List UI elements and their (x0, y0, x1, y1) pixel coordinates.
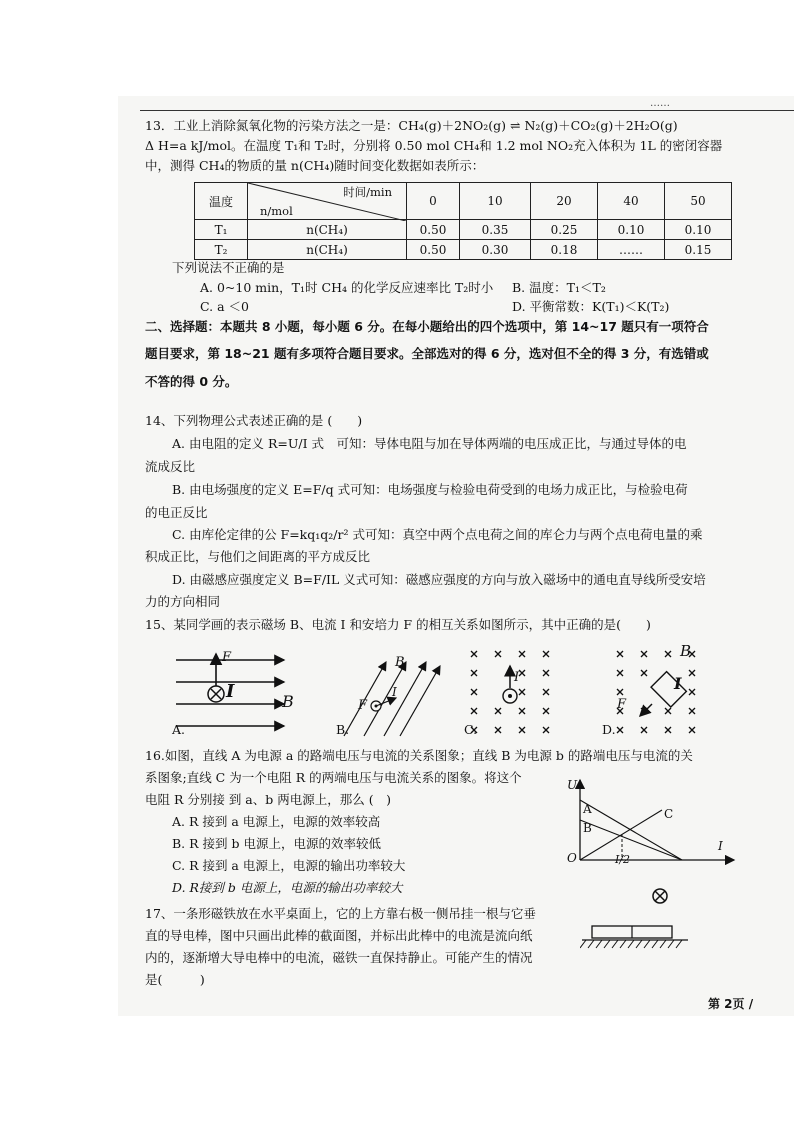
header-corner-text: …… (650, 98, 670, 109)
q14-d-line1: D. 由磁感应强度定义 B=F/IL 义式可知：磁感应强度的方向与放入磁场中的通电直导线所受安培 (172, 572, 706, 587)
q14-b-line2: 的电正反比 (145, 505, 208, 520)
q15-figure-c (464, 642, 574, 738)
field-into-page-mark (689, 727, 695, 733)
field-into-page-mark (665, 708, 671, 714)
field-into-page-mark (519, 670, 525, 676)
row-label: n(CH₄) (248, 220, 407, 240)
q14-stem: 14、下列物理公式表述正确的是 ( ) (145, 413, 363, 428)
fig-b-label-i: I (392, 685, 397, 699)
q15-stem: 15、某同学画的表示磁场 B、电流 I 和安培力 F 的相互关系如图所示，其中正确的是( ) (145, 617, 651, 632)
q16-option-c: C. R 接到 a 电源上，电源的输出功率较大 (172, 858, 406, 873)
fig-c-label-i: I (514, 670, 520, 685)
q13-prompt: 下列说法不正确的是 (172, 260, 285, 275)
field-into-page-mark (543, 670, 549, 676)
table-row (195, 240, 732, 260)
q13-line1: 13．工业上消除氮氧化物的污染方法之一是：CH₄(g)＋2NO₂(g) ⇌ N₂(g)＋CO₂(g)＋2H₂O(g) (145, 118, 678, 133)
row-value: 0.25 (531, 220, 598, 240)
fig-d-label-i: I (674, 674, 682, 693)
fig-d-label-f: F (617, 697, 627, 712)
field-into-page-mark (665, 727, 671, 733)
q14-c-line1: C. 由库伦定律的公 F=kq₁q₂/r² 式可知：真空中两个点电荷之间的库仑力与两个点电荷电量的乘 (172, 527, 703, 542)
field-into-page-mark (689, 670, 695, 676)
field-into-page-mark (495, 651, 501, 657)
graph-half-i-label: I/2 (615, 853, 631, 866)
q16-option-a: A. R 接到 a 电源上，电源的效率较高 (172, 814, 381, 829)
fig-b-caption: B. (336, 722, 350, 737)
fig-d-label-b: B (680, 642, 692, 660)
row-value: 0.18 (531, 240, 598, 260)
row-value: 0.35 (460, 220, 531, 240)
row-temp: T₁ (195, 220, 248, 240)
field-into-page-mark (543, 708, 549, 714)
time-header: 40 (598, 183, 665, 220)
table-header-diagonal (248, 183, 407, 220)
table-row (195, 220, 732, 240)
row-value: 0.10 (598, 220, 665, 240)
row-label: n(CH₄) (248, 240, 407, 260)
fig-a-label-i: I (226, 681, 235, 702)
field-into-page-mark (519, 708, 525, 714)
fig-a-label-b: B (282, 692, 294, 711)
field-into-page-mark (543, 689, 549, 695)
q14-c-line2: 积成正比，与他们之间距离的平方成反比 (145, 549, 371, 564)
fig-b-label-b: B (395, 655, 405, 670)
q14-b-line1: B. 由电场强度的定义 E=F/q 式可知：电场强度与检验电荷受到的电场力成正比，与检验电荷 (172, 482, 688, 497)
field-into-page-mark (495, 727, 501, 733)
q15-figure-b (336, 642, 446, 738)
fig-a-caption: A. (172, 722, 186, 737)
field-into-page-mark (617, 727, 623, 733)
time-header: 10 (460, 183, 531, 220)
q13-line2: Δ H=a kJ/mol。在温度 T₁和 T₂时，分别将 0.50 mol CH₄和 1.2 mol NO₂充入体积为 1L 的密闭容器 (145, 138, 723, 153)
time-header: 20 (531, 183, 598, 220)
header-rule (140, 110, 794, 111)
q13-option-d: D. 平衡常数：K(T₁)＜K(T₂) (512, 299, 670, 314)
q15-figure-d (610, 642, 720, 738)
graph-line-c-label: C (664, 807, 674, 821)
q16-option-b: B. R 接到 b 电源上，电源的效率较低 (172, 836, 381, 851)
time-header: 50 (665, 183, 732, 220)
field-into-page-mark (471, 708, 477, 714)
q16-line2: 系图象;直线 C 为一个电阻 R 的两端电压与电流关系的图象。将这个 (145, 770, 522, 785)
field-into-page-mark (665, 651, 671, 657)
field-into-page-mark (617, 651, 623, 657)
field-into-page-mark (689, 689, 695, 695)
field-into-page-mark (641, 727, 647, 733)
field-into-page-mark (641, 708, 647, 714)
fig-c-caption: C. (464, 722, 478, 737)
section2-line2: 题目要求，第 18~21 题有多项符合题目要求。全部选对的得 6 分，选对但不全的得 3 分，有选错或 (145, 346, 709, 361)
fig-d-caption: D. (602, 722, 616, 737)
q16-line1: 16.如图，直线 A 为电源 a 的路端电压与电流的关系图象；直线 B 为电源 b 的路端电压与电流的关 (145, 748, 693, 763)
graph-origin-label: O (567, 851, 577, 865)
row-value: 0.50 (407, 220, 460, 240)
graph-u-label: U (567, 778, 578, 792)
diag-top-label: 时间/min (343, 185, 392, 199)
field-into-page-mark (519, 689, 525, 695)
row-value: 0.15 (665, 240, 732, 260)
table-header-temp: 温度 (195, 183, 248, 220)
field-into-page-mark (471, 651, 477, 657)
q13-option-b: B. 温度：T₁＜T₂ (512, 280, 606, 295)
field-into-page-mark (617, 689, 623, 695)
q17-line4: 是( ) (145, 972, 205, 987)
field-into-page-mark (519, 727, 525, 733)
field-into-page-mark (641, 670, 647, 676)
q13-option-a: A. 0~10 min，T₁时 CH₄ 的化学反应速率比 T₂时小 (200, 280, 494, 295)
q13-option-c: C. a ＜0 (200, 299, 249, 314)
row-value: 0.50 (407, 240, 460, 260)
field-into-page-mark (689, 708, 695, 714)
field-into-page-mark (543, 727, 549, 733)
table-header-row (195, 183, 732, 220)
q13-line3: 中，测得 CH₄的物质的量 n(CH₄)随时间变化数据如表所示： (145, 158, 485, 173)
q16-line3: 电阻 R 分别接 到 a、b 两电源上，那么 ( ) (145, 792, 391, 807)
q17-magnet-figure (580, 880, 690, 952)
section2-line1: 二、选择题：本题共 8 小题，每小题 6 分。在每小题给出的四个选项中，第 14~17 题只有一项符合 (145, 319, 709, 334)
field-into-page-mark (471, 670, 477, 676)
row-value: 0.30 (460, 240, 531, 260)
q14-a-line1: A. 由电阻的定义 R=U/I 式 可知：导体电阻与加在导体两端的电压成正比，与通过导体的电 (172, 436, 687, 451)
q17-line2: 直的导电棒，图中只画出此棒的截面图，并标出此棒中的电流是流向纸 (145, 928, 533, 943)
row-value: …… (598, 240, 665, 260)
field-into-page-mark (519, 651, 525, 657)
section2-line3: 不答的得 0 分。 (145, 374, 238, 389)
field-into-page-mark (471, 689, 477, 695)
graph-line-a-label: A (583, 802, 592, 816)
time-header: 0 (407, 183, 460, 220)
fig-a-label-f: F (222, 650, 232, 665)
q14-d-line2: 力的方向相同 (145, 594, 221, 609)
row-temp: T₂ (195, 240, 248, 260)
q13-data-table (194, 182, 732, 260)
diag-bottom-label: n/mol (260, 204, 293, 218)
field-into-page-mark (617, 670, 623, 676)
q17-line1: 17、一条形磁铁放在水平桌面上，它的上方靠右极一侧吊挂一根与它垂 (145, 906, 536, 921)
field-into-page-mark (543, 651, 549, 657)
q14-a-line2: 流成反比 (145, 459, 196, 474)
q16-option-d: D. R接到 b 电源上，电源的输出功率较大 (172, 880, 403, 895)
field-into-page-mark (495, 708, 501, 714)
page-number: 第 2页 / (708, 997, 754, 1011)
q17-line3: 内的，逐渐增大导电棒中的电流，磁铁一直保持静止。可能产生的情况 (145, 950, 533, 965)
row-value: 0.10 (665, 220, 732, 240)
field-into-page-mark (641, 651, 647, 657)
graph-line-b-label: B (583, 821, 592, 835)
graph-i-label: I (718, 839, 723, 853)
fig-b-label-f: F (358, 698, 368, 713)
